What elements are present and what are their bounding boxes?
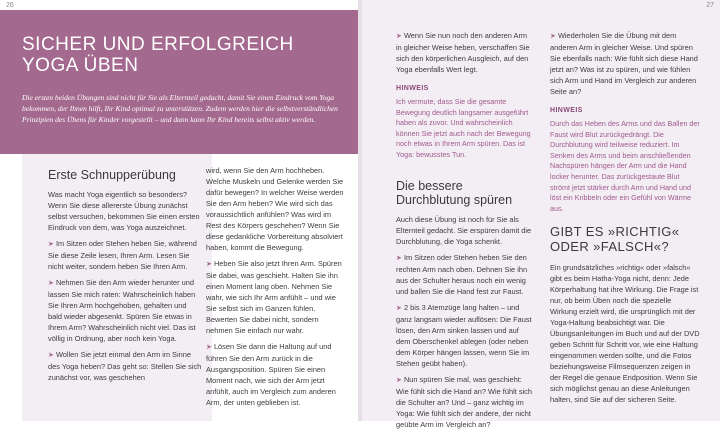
step-text: Im Sitzen oder Stehen heben Sie den rechten Arm nach oben. Dehnen Sie ihn aus der Schulter heraus noch ein wenig und ballen Sie die Hand fest zur Faust. [396,252,528,296]
left-page [0,0,358,421]
step [396,30,534,75]
arrow-icon: ➤ [396,304,402,312]
step [48,238,202,272]
arrow-icon: ➤ [206,261,212,268]
section-heading-schnupper: Erste Schnupperübung [48,168,176,182]
arrow-icon: ➤ [396,33,402,40]
page-number-left: 26 [6,2,14,9]
hinweis-label: HINWEIS [396,85,429,92]
section-heading-richtig-falsch [550,224,700,254]
paragraph: Was macht Yoga eigentlich so besonders? Wenn Sie diese allererste Übung zunächst selbst versuchen, bekommen Sie einen ersten Eindruck von dem, was Yoga auszeichnet. [48,190,200,232]
step [396,302,534,369]
arrow-icon: ➤ [550,33,556,40]
step [206,341,346,408]
step [396,374,534,430]
hinweis-note: Ich vermute, dass Sie die gesamte Bewegung deutlich langsamer ausgeführt haben als zuvor. Und wahrscheinlich können Sie jetzt auch nach der Bewegung noch etwas in Ihrem Arm spüren. Das ist Yoga: bewusstes Tun. [396,97,531,159]
step-text: Nehmen Sie den Arm wieder herunter und lassen Sie mich raten: Wahrscheinlich haben Sie Ihren Arm hochgehoben, gehalten und bald wieder abgesenkt. Spüren Sie etwas in Ihrem Arm? Wahrscheinlich nicht viel. Das ist völlig in Ordnung, aber noch kein Yoga. [48,278,196,343]
arrow-icon: ➤ [396,254,402,262]
hinweis-label: HINWEIS [550,107,583,114]
page-title [22,34,342,76]
step-text: Nun spüren Sie mal, was geschieht: Wie fühlt sich die Hand an? Wie fühlt sich die Schulter an? Und – ganz wichtig im Yoga: Wie fühlt sich der andere, der nicht geübte Arm im Vergleich an? [396,374,532,429]
column-1 [22,154,212,421]
arrow-icon: ➤ [206,344,212,351]
column-4 [550,30,700,410]
paragraph: Ein grundsätzliches »richtig« oder »falsch« gibt es beim Hatha-Yoga nicht, denn: Jede Körperhaltung hat ihre Wirkung. Die Frage ist nur, ob beim Üben noch die spezielle Wirkung erzielt wird, die ursprünglich mit der Yoga-Haltung beabsichtigt war. Die Übungsanleitungen im Buch und auf der DVD geben Schritt für Schritt vor, wie eine Haltung eingenommen werden sollte, und die Fotos beziehungsweise Filmsequenzen zeigen in der Regel die genaue Endposition. Wenn Sie sich möglichst genau an diese Anleitungen halten, sind Sie auf der sicheren Seite. [550,263,700,405]
paragraph: Auch diese Übung ist noch für Sie als Elternteil gedacht. Sie erspüren damit die Durchblutung, die Yoga schenkt. [396,214,532,246]
hero-banner [0,10,358,154]
heading-line-2: ODER »FALSCH«? [550,239,670,255]
column-3 [396,30,534,435]
step-text: Im Sitzen oder Stehen heben Sie, während Sie diese Zeile lesen, Ihren Arm. Lesen Sie nicht weiter, sondern heben Sie Ihren Arm. [48,239,197,271]
title-line-1: SICHER UND ERFOLGREICH [22,34,294,55]
arrow-icon: ➤ [48,280,54,287]
step-text: Wenn Sie nun noch den anderen Arm in gleicher Weise heben, verschaffen Sie sich den körperlichen Ausgleich, auf den Yoga ebenfalls Wert legt. [396,31,530,74]
step [48,349,202,383]
page-number-right: 27 [706,2,714,9]
intro-text: Die ersten beiden Übungen sind nicht für Sie als Elternteil gedacht, damit Sie einen Eindruck vom Yoga bekommen, der Ihnen hilft, Ihr Kind optimal zu unterstützen. Zudem werden hier die selbstverständlichen Prinzipien des Übens für Kinder vorgestellt – und dann kann Ihr Kind bereits selbst aktiv werden. [22,93,338,124]
step [206,258,346,336]
step-text: Wiederholen Sie die Übung mit dem anderen Arm in gleicher Weise. Und spüren Sie ebenfalls nach: Wie fühlt sich diese Hand jetzt an? Was ist zu spüren, und wie fühlen sich Arm und Hand im Vergleich zur anderen Seite an? [550,31,698,96]
step-text: Wollen Sie jetzt einmal den Arm im Sinne des Yoga heben? Das geht so: Stellen Sie sich zunächst vor, was geschehen [48,350,202,382]
arrow-icon: ➤ [48,352,54,359]
paragraph: wird, wenn Sie den Arm hochheben. Welche Muskeln und Gelenke werden Sie dafür bewegen? In welcher Weise werden Sie den Arm heben? Wie wird sich das voraussichtlich anfühlen? Was wird im Rest des Körpers geschehen? Wenn Sie diese gedankliche Vorbereitung absolviert haben, kommt die Bewegung. [206,166,344,252]
heading-line-1: GIBT ES »RICHTIG« [550,224,680,240]
step [550,30,700,97]
step-text: 2 bis 3 Atemzüge lang halten – und ganz langsam wieder auflösen: Die Faust lösen, den Arm sinken lassen und auf dem Oberschenkel ablegen (oder neben dem Körper hängen lassen, wenn Sie im Stehen geübt haben). [396,302,532,368]
section-heading-durchblutung: Die bessere Durchblutung spüren [396,178,513,207]
step-text: Heben Sie also jetzt Ihren Arm. Spüren Sie dabei, was geschieht. Halten Sie ihn einen Moment lang oben. Nehmen Sie wahr, wie sich Ihr Arm anfühlt – und wie Sie selbst sich im Ganzen fühlen. Bewerten Sie dabei nicht, sondern nehmen Sie einfach nur wahr. [206,259,342,335]
arrow-icon: ➤ [48,241,54,248]
arrow-icon: ➤ [396,376,402,384]
right-page [362,0,720,429]
step-text: Lösen Sie dann die Haltung auf und führen Sie den Arm zurück in die Ausgangsposition. Spüren Sie einen Moment nach, wie sich der Arm jetzt anfühlt, auch im Vergleich zum anderen Arm, der unten geblieben ist. [206,342,336,407]
column-2 [206,165,346,413]
hinweis-note: Durch das Heben des Arms und das Ballen der Faust wird Blut zurückgedrängt. Die Durchblutung wird teilweise reduziert. Im Senken des Arms und beim anschließenden Nachspüren hängen der Arm und die Hand locker herunter. Das zurückgestaute Blut strömt jetzt stärker durch Arm und Hand und löst ein Kribbeln oder ein Gefühl von Wärme aus. [550,119,700,213]
step [396,252,534,297]
title-line-2: YOGA ÜBEN [22,55,139,76]
step [48,277,202,344]
